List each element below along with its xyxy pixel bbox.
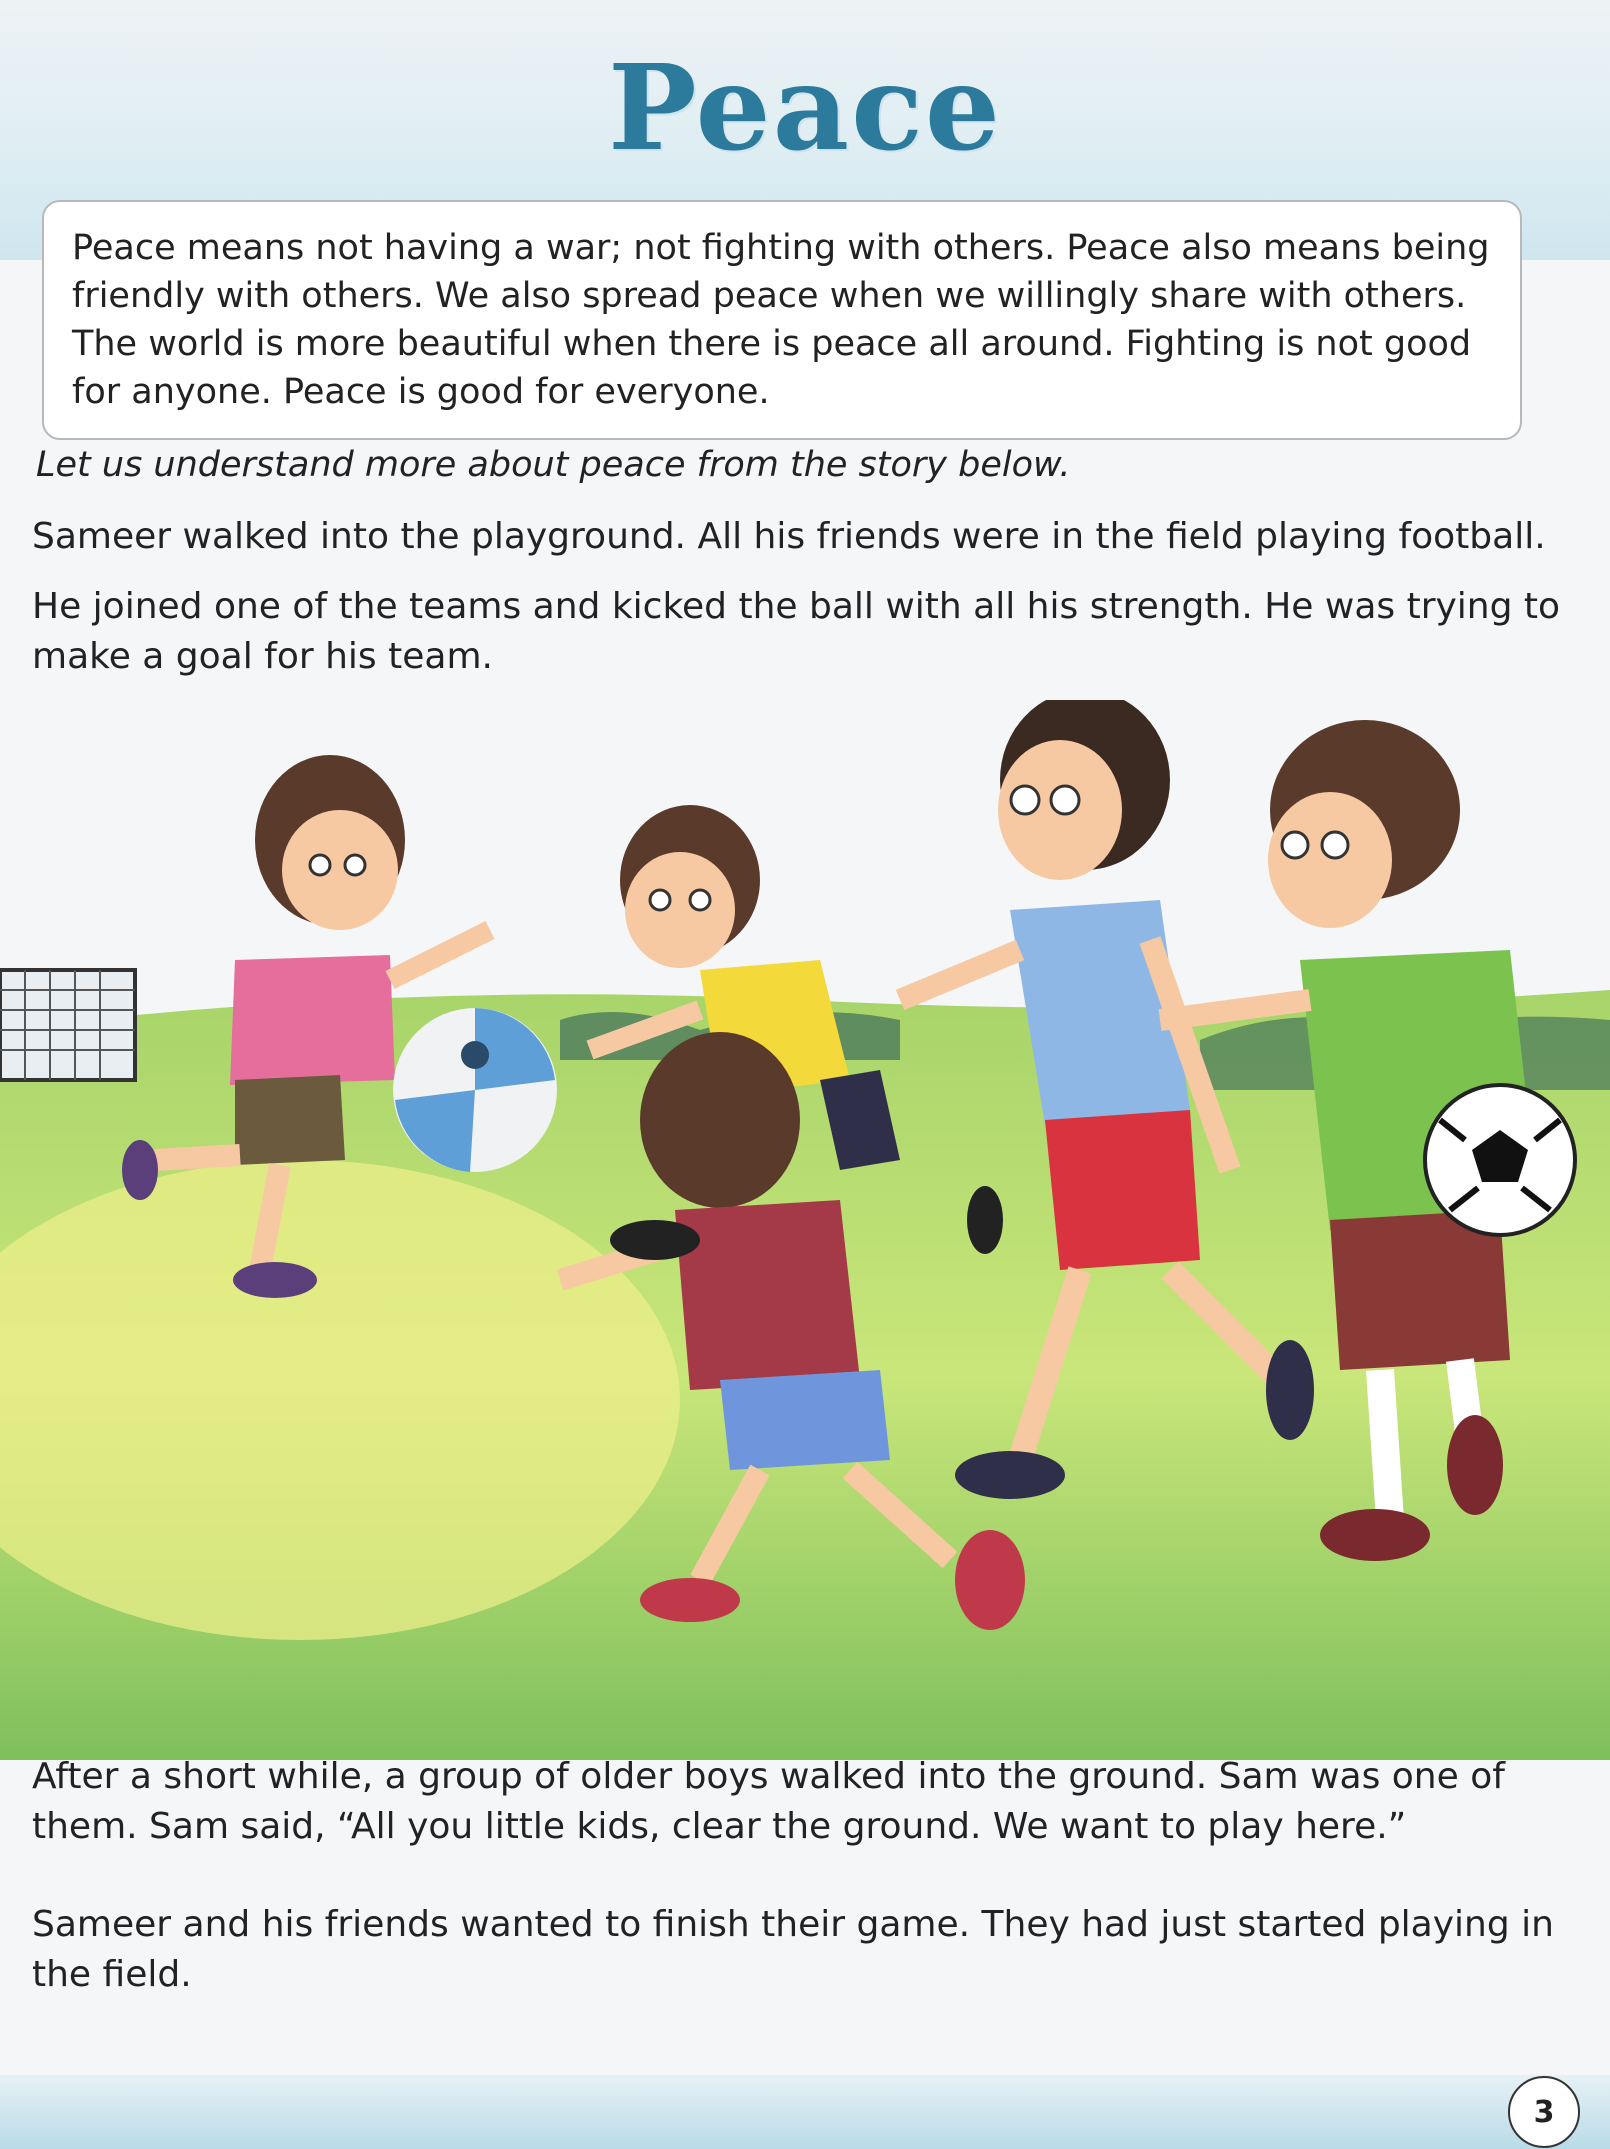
bottom-band: [0, 2075, 1610, 2149]
story-paragraph-3: After a short while, a group of older boys walked into the ground. Sam was one of them. Sam said, “All you little kids, clear the ground. We want to play here.”: [32, 1756, 1505, 1847]
page-title: Peace: [607, 38, 1003, 177]
intro-box: Peace means not having a war; not fighting with others. Peace also means being friendly with others. We also spread peace when we willingly share with others. The world is more beautiful when there is peace all around. Fighting is not good for anyone. Peace is good for everyone.: [42, 200, 1522, 440]
story-paragraph-1: Sameer walked into the playground. All his friends were in the field playing football.: [32, 516, 1546, 557]
goal-net-icon: [0, 970, 135, 1080]
lead-sentence: Let us understand more about peace from the story below.: [36, 445, 1071, 485]
story-paragraph-2: He joined one of the teams and kicked the ball with all his strength. He was trying to make a goal for his team.: [32, 586, 1561, 677]
playground-illustration: [0, 700, 1610, 1760]
page-number: 3: [1508, 2076, 1580, 2148]
football-icon: [1425, 1085, 1575, 1235]
story-paragraph-4: Sameer and his friends wanted to finish their game. They had just started playing in the field.: [32, 1904, 1554, 1995]
beach-ball-icon: [393, 1008, 557, 1172]
